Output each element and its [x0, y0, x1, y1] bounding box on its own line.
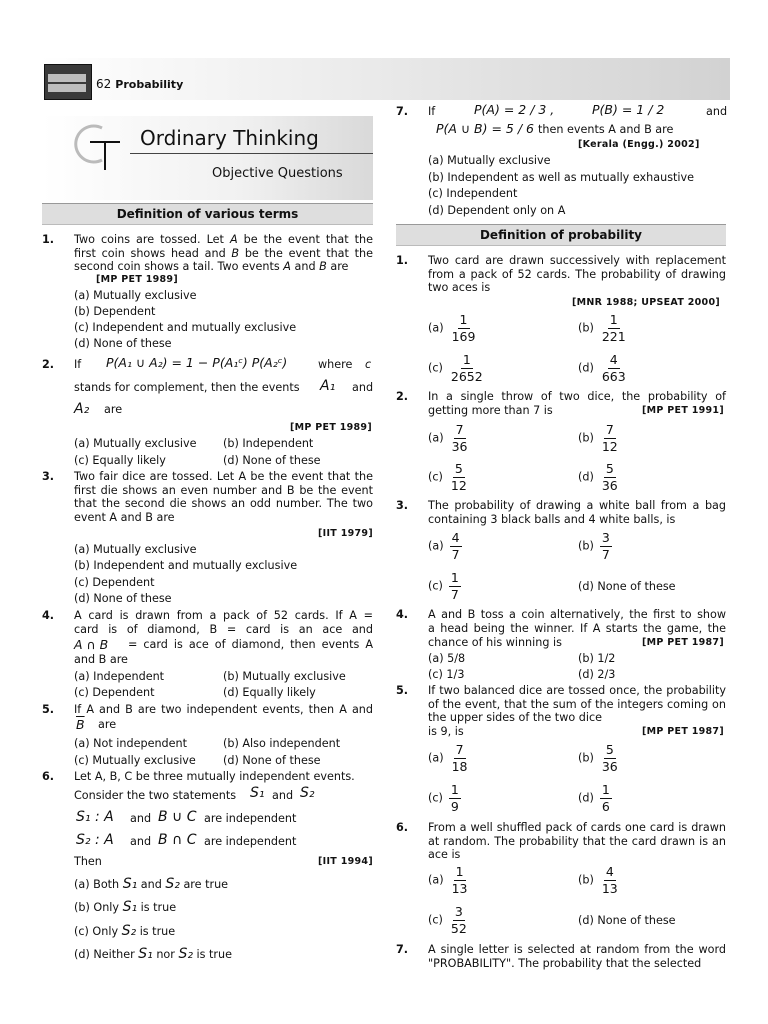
source-tag: [IIT 1994] — [318, 856, 373, 867]
denominator: 52 — [450, 921, 467, 936]
fraction — [450, 422, 470, 455]
option — [428, 570, 461, 603]
question-text: are independent — [204, 835, 297, 848]
option — [74, 946, 232, 962]
option — [578, 530, 612, 563]
option-label: (d) — [578, 470, 594, 484]
option: (a) Mutually exclusive — [74, 543, 197, 556]
denominator: 18 — [451, 759, 468, 774]
denominator: 169 — [451, 329, 476, 344]
numerator: 7 — [455, 742, 464, 757]
question-text: getting more than 7 is — [428, 404, 553, 417]
question-text: A and B toss a coin alternatively, the first to show — [428, 608, 726, 621]
probability-question-1 — [396, 254, 726, 294]
option — [74, 899, 176, 915]
option: (a) Mutually exclusive — [74, 437, 197, 450]
option-label: (a) — [428, 751, 444, 765]
option-label: (c) — [428, 791, 443, 805]
denominator: 221 — [601, 329, 626, 344]
option: (b) Independent as well as mutually exhaustive — [428, 171, 695, 184]
question-text: and — [130, 812, 152, 825]
formula: S₂ — [300, 785, 315, 801]
question-number: 6. — [396, 821, 409, 834]
numerator: 4 — [605, 864, 614, 879]
page-header — [96, 77, 183, 91]
banner-subtitle: Objective Questions — [212, 166, 343, 181]
question-text: stands for complement, then the events — [74, 381, 300, 394]
banner-title: Ordinary Thinking — [140, 126, 319, 150]
question-text: B — [319, 260, 327, 273]
fraction — [600, 352, 628, 385]
question-text: be the event that the first coin shows head and — [74, 233, 373, 260]
source-tag: [MP PET 1989] — [290, 422, 372, 433]
option — [428, 782, 461, 815]
option: (d) None of these — [74, 337, 172, 350]
question-number: 5. — [396, 684, 409, 697]
formula: B ∪ C — [158, 809, 197, 825]
question-number: 3. — [396, 499, 409, 512]
option-text: (d) Neither — [74, 948, 135, 961]
question-text: = card is ace of diamond, then events A — [128, 638, 373, 651]
question-text: B — [231, 246, 240, 260]
denominator: 7 — [450, 587, 459, 602]
question-text: a head being the winner. If A starts the game, the — [428, 622, 726, 635]
denominator: 9 — [450, 799, 459, 814]
question-number: 4. — [396, 608, 409, 621]
option — [428, 904, 469, 937]
option-label: (a) — [428, 539, 444, 553]
option — [578, 782, 612, 815]
option — [578, 742, 620, 775]
numerator: 4 — [609, 352, 618, 367]
question-text: are — [326, 260, 349, 273]
fraction — [600, 782, 612, 815]
fraction — [600, 312, 628, 345]
option: (b) Independent — [223, 437, 314, 450]
probability-question-3 — [396, 499, 726, 529]
formula: S₁ : A — [76, 809, 114, 825]
question-number: 7. — [396, 943, 409, 956]
question-text: and — [130, 835, 152, 848]
question-text: and — [272, 789, 294, 802]
question-text: Two fair dice are tossed. Let A be the event that the first die shows an even number and B be the event that the second die shows an odd number. The two event A and B are — [74, 470, 373, 524]
denominator: 7 — [601, 547, 610, 562]
option — [428, 352, 485, 385]
option-text: is true — [139, 925, 176, 938]
denominator: 12 — [601, 439, 618, 454]
question-text: and — [352, 381, 374, 394]
chapter-title: Probability — [115, 78, 184, 91]
option — [578, 864, 620, 897]
option: (b) Also independent — [223, 737, 341, 750]
formula: P(A ∪ B) = 5 / 6 — [436, 121, 534, 136]
fraction — [449, 570, 461, 603]
option: (c) Equally likely — [74, 454, 166, 467]
numerator: 3 — [601, 530, 610, 545]
page-number: 62 — [96, 77, 112, 91]
option — [578, 312, 628, 345]
formula: $\overline{B}$ — [76, 717, 85, 732]
option: (c) Independent and mutually exclusive — [74, 321, 297, 334]
question-text: are independent — [204, 812, 297, 825]
formula: P(B) = 1 / 2 — [592, 102, 665, 117]
source-tag: [MNR 1988; UPSEAT 2000] — [572, 297, 721, 308]
option-label: (d) — [578, 361, 594, 375]
option: (c) Dependent — [74, 686, 155, 699]
denominator: 36 — [451, 439, 468, 454]
question-text: then events A and B are — [538, 123, 674, 136]
numerator: 1 — [455, 864, 464, 879]
option: (d) None of these — [74, 592, 172, 605]
probability-question-6 — [396, 821, 726, 863]
formula: A ∩ B — [74, 637, 109, 652]
option: (d) None of these — [578, 580, 676, 593]
numerator: 7 — [455, 422, 464, 437]
formula: S₁ — [122, 876, 138, 892]
numerator: 1 — [450, 782, 459, 797]
question-text: If A and B are two independent events, then A and — [74, 703, 373, 716]
question-text: A — [229, 233, 238, 246]
option — [428, 864, 470, 897]
question-number: 4. — [42, 609, 55, 622]
option-text: are true — [183, 878, 229, 891]
option: (a) Mutually exclusive — [74, 289, 197, 302]
option-text: is true — [196, 948, 232, 961]
section-heading: Definition of probability — [396, 224, 726, 246]
option: (d) None of these — [223, 754, 321, 767]
question-text: and — [706, 105, 728, 118]
question-text: A single letter is selected at random from the word "PROBABILITY". The probability that the selected — [428, 943, 726, 970]
option — [578, 422, 620, 455]
numerator: 1 — [462, 352, 471, 367]
question-text: A card is drawn from a pack of 52 cards. If A = — [74, 609, 373, 622]
source-tag: [MP PET 1989] — [96, 274, 178, 285]
source-tag: [MP PET 1987] — [642, 637, 724, 648]
option — [428, 742, 470, 775]
question-text: is 9, is — [428, 725, 464, 738]
banner-divider — [130, 153, 373, 154]
numerator: 1 — [450, 570, 459, 585]
question-text: chance of his winning is — [428, 636, 562, 649]
option-label: (b) — [578, 431, 594, 445]
source-tag: [MP PET 1987] — [642, 726, 724, 737]
formula: S₂ — [165, 876, 180, 892]
question-text: and B are — [74, 653, 128, 666]
question-text: Let A, B, C be three mutually independent events. — [74, 770, 355, 783]
option-text: and — [140, 878, 162, 891]
option — [578, 352, 628, 385]
numerator: 5 — [454, 461, 463, 476]
option — [428, 461, 469, 494]
option-label: (c) — [428, 470, 443, 484]
question-text: card is of diamond, B = card is an ace and — [74, 623, 373, 636]
denominator: 12 — [450, 478, 467, 493]
formula: P(A₁ ∪ A₂) = 1 − P(A₁ᶜ) P(A₂ᶜ) — [106, 355, 288, 370]
formula: S₁ — [250, 785, 265, 801]
fraction — [450, 530, 462, 563]
option-label: (b) — [578, 873, 594, 887]
question-text: where — [318, 358, 353, 371]
option: (a) Mutually exclusive — [428, 154, 551, 167]
question-1 — [42, 233, 373, 273]
question-number: 1. — [396, 254, 409, 267]
question-number: 3. — [42, 470, 55, 483]
question-number: 2. — [42, 358, 55, 371]
question-text: Consider the two statements — [74, 789, 237, 802]
numerator: 1 — [459, 312, 468, 327]
question-text: Two card are drawn successively with replacement from a pack of 52 cards. The probability of drawing two aces is — [428, 254, 726, 294]
question-number: 2. — [396, 390, 409, 403]
denominator: 6 — [601, 799, 610, 814]
source-tag: [Kerala (Engg.) 2002] — [578, 139, 700, 150]
denominator: 2652 — [450, 369, 483, 384]
question-number: 7. — [396, 105, 409, 118]
option: (c) Dependent — [74, 576, 155, 589]
question-3 — [42, 470, 373, 526]
question-text: If — [428, 105, 436, 118]
formula: S₁ — [122, 899, 138, 915]
numerator: 5 — [605, 742, 614, 757]
option — [428, 312, 477, 345]
option-label: (c) — [428, 361, 443, 375]
option-text: (c) Only — [74, 925, 119, 938]
fraction — [450, 864, 470, 897]
question-number: 1. — [42, 233, 55, 246]
option-label: (b) — [578, 321, 594, 335]
formula: S₂ — [178, 946, 193, 962]
source-tag: [MP PET 1991] — [642, 405, 724, 416]
denominator: 663 — [601, 369, 626, 384]
option: (b) 1/2 — [578, 652, 616, 665]
denominator: 13 — [451, 881, 468, 896]
fraction — [600, 461, 620, 494]
option: (a) 5/8 — [428, 652, 466, 665]
denominator: 36 — [601, 759, 618, 774]
question-text: c — [365, 358, 372, 371]
option: (d) Dependent only on A — [428, 204, 566, 217]
formula: P(A) = 2 / 3 , — [474, 102, 555, 117]
option — [578, 461, 620, 494]
option: (d) None of these — [578, 914, 676, 927]
formula: B ∩ C — [158, 832, 197, 848]
question-text: and — [290, 260, 320, 273]
fraction — [450, 312, 478, 345]
question-number: 5. — [42, 703, 55, 716]
option-label: (a) — [428, 321, 444, 335]
question-text: are — [98, 718, 117, 731]
option: (c) Independent — [428, 187, 518, 200]
question-text: Then — [74, 855, 102, 868]
question-text: A — [283, 260, 291, 273]
option-text: nor — [156, 948, 175, 961]
question-number: 6. — [42, 770, 55, 783]
question-text: From a well shuffled pack of cards one card is drawn at random. The probability that the card drawn is an ace is — [428, 821, 726, 861]
option-label: (c) — [428, 913, 443, 927]
option-label: (b) — [578, 539, 594, 553]
source-tag: [IIT 1979] — [318, 528, 373, 539]
option-label: (d) — [578, 791, 594, 805]
question-text: are — [104, 403, 123, 416]
option — [428, 530, 462, 563]
option: (c) 1/3 — [428, 668, 465, 681]
probability-question-5 — [396, 684, 726, 726]
formula: S₁ — [138, 946, 153, 962]
question-text: be the event that the second coin shows a tail. Two events — [74, 246, 373, 273]
formula: S₂ : A — [76, 832, 114, 848]
fraction — [600, 530, 612, 563]
option: (c) Mutually exclusive — [74, 754, 196, 767]
numerator: 5 — [605, 461, 614, 476]
question-text: The probability of drawing a white ball from a bag containing 3 black balls and 4 white balls, is — [428, 499, 726, 526]
formula: S₂ — [121, 923, 137, 939]
question-text: If two balanced dice are tossed once, the probability of the event, that the sum of the integers coming on the upper sides of the two dice — [428, 684, 726, 724]
option: (a) Not independent — [74, 737, 188, 750]
question-text: In a single throw of two dice, the probability of — [428, 390, 726, 403]
probability-question-7 — [396, 943, 726, 973]
numerator: 7 — [605, 422, 614, 437]
option — [428, 422, 470, 455]
numerator: 1 — [609, 312, 618, 327]
option: (b) Mutually exclusive — [223, 670, 346, 683]
option-label: (b) — [578, 751, 594, 765]
numerator: 3 — [454, 904, 463, 919]
option — [74, 876, 228, 892]
option-label: (c) — [428, 579, 443, 593]
fraction — [600, 422, 620, 455]
formula: A₁ — [320, 378, 336, 394]
numerator: 4 — [451, 530, 460, 545]
option: (d) Equally likely — [223, 686, 316, 699]
denominator: 13 — [601, 881, 618, 896]
section-heading: Definition of various terms — [42, 203, 373, 225]
ot-monogram-icon — [72, 120, 124, 172]
question-text: Two coins are tossed. Let — [74, 233, 230, 246]
option-label: (a) — [428, 431, 444, 445]
denominator: 7 — [451, 547, 460, 562]
fraction — [450, 742, 470, 775]
fraction — [449, 904, 469, 937]
option: (d) None of these — [223, 454, 321, 467]
fraction — [449, 461, 469, 494]
option-text: (b) Only — [74, 901, 120, 914]
publisher-logo — [44, 64, 92, 100]
option-text: (a) Both — [74, 878, 120, 891]
fraction — [449, 352, 485, 385]
option: (a) Independent — [74, 670, 165, 683]
fraction — [600, 742, 620, 775]
option: (b) Independent and mutually exclusive — [74, 559, 298, 572]
option — [74, 923, 175, 939]
numerator: 1 — [601, 782, 610, 797]
option: (d) 2/3 — [578, 668, 616, 681]
question-text: If — [74, 358, 82, 371]
fraction — [449, 782, 461, 815]
denominator: 36 — [601, 478, 618, 493]
option-text: is true — [140, 901, 177, 914]
fraction — [600, 864, 620, 897]
formula: A₂ — [74, 401, 90, 417]
option-label: (a) — [428, 873, 444, 887]
option: (b) Dependent — [74, 305, 156, 318]
